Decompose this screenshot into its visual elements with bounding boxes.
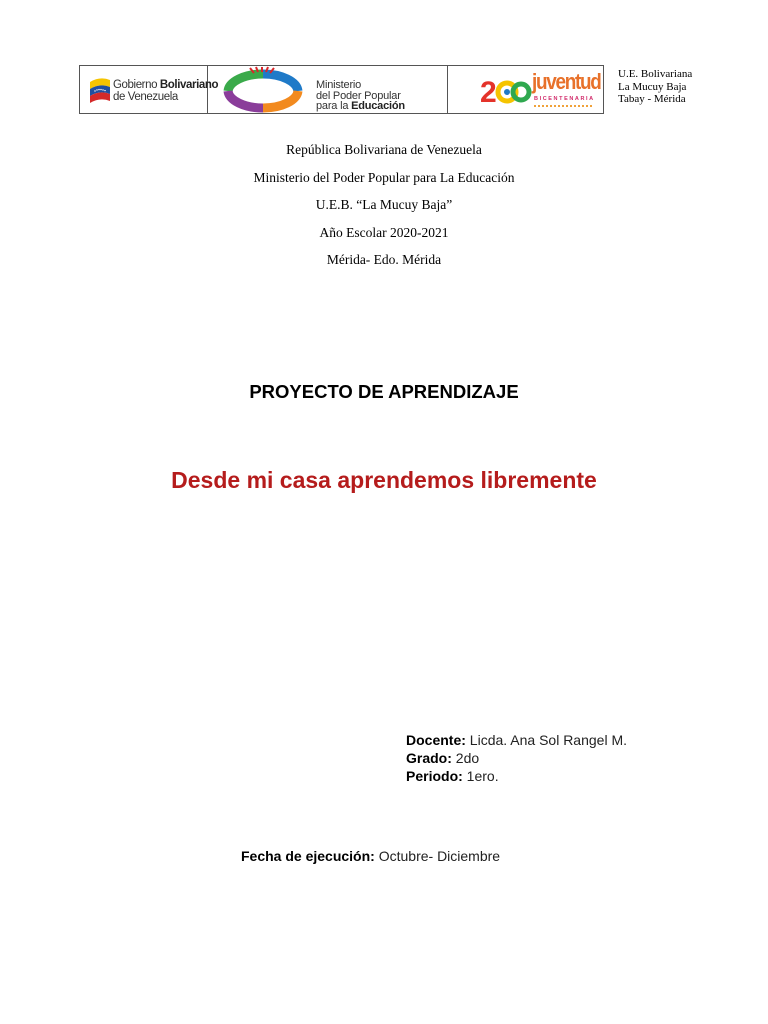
project-name: Desde mi casa aprendemos libremente bbox=[171, 467, 597, 493]
gobierno-line2: de Venezuela bbox=[113, 91, 178, 103]
gobierno-line1-bold: Bolivariano bbox=[159, 79, 219, 91]
institution-line-republic: República Bolivariana de Venezuela bbox=[286, 142, 482, 157]
grado-row bbox=[406, 749, 627, 767]
execution-dates bbox=[241, 847, 500, 865]
institution-line-ministry: Ministerio del Poder Popular para La Educación bbox=[253, 169, 515, 185]
execution-label: Fecha de ejecución: bbox=[241, 848, 375, 864]
header-logo-banner bbox=[79, 65, 604, 114]
gobierno-bolivariano-logo bbox=[80, 66, 219, 113]
execution-value: Octubre- Diciembre bbox=[374, 848, 501, 864]
ministerio-ring-icon bbox=[214, 68, 312, 114]
gobierno-line1-regular: Gobierno bbox=[113, 79, 160, 91]
juventud-bicentenaria-logo bbox=[448, 66, 603, 113]
ministerio-line2: del Poder Popular bbox=[316, 89, 401, 102]
school-address-block bbox=[618, 68, 692, 106]
docente-value: Licda. Ana Sol Rangel M. bbox=[465, 732, 628, 748]
ministerio-logo-text bbox=[316, 80, 405, 112]
periodo-label: Periodo: bbox=[406, 768, 463, 784]
periodo-row bbox=[406, 767, 627, 785]
juventud-dotted-line bbox=[534, 105, 594, 107]
svg-text:2: 2 bbox=[480, 76, 497, 109]
address-line-1: U.E. Bolivariana bbox=[618, 68, 693, 80]
venezuela-flag-icon bbox=[88, 76, 112, 106]
institution-header bbox=[0, 142, 768, 280]
institution-line-school-year: Año Escolar 2020-2021 bbox=[319, 224, 449, 240]
institution-line-location: Mérida- Edo. Mérida bbox=[326, 252, 442, 267]
periodo-value: 1ero. bbox=[462, 768, 499, 784]
docente-label: Docente: bbox=[406, 732, 466, 748]
grado-label: Grado: bbox=[406, 750, 452, 766]
gobierno-logo-text bbox=[113, 79, 218, 103]
teacher-details bbox=[406, 731, 627, 785]
juventud-word: juventud bbox=[532, 69, 601, 94]
docente-row bbox=[406, 731, 627, 749]
grado-value: 2do bbox=[451, 750, 480, 766]
ministerio-line1: Ministerio bbox=[316, 79, 362, 91]
institution-line-school: U.E.B. “La Mucuy Baja” bbox=[315, 197, 453, 212]
ministerio-line3-regular: para la bbox=[316, 100, 352, 112]
ministerio-educacion-logo bbox=[208, 66, 448, 113]
ministerio-line3-bold: Educación bbox=[351, 100, 405, 112]
juventud-200-emblem-icon bbox=[480, 70, 530, 110]
juventud-subtitle: BICENTENARIA bbox=[534, 96, 595, 102]
project-heading: PROYECTO DE APRENDIZAJE bbox=[249, 381, 519, 402]
address-line-3: Tabay - Mérida bbox=[618, 93, 686, 105]
address-line-2: La Mucuy Baja bbox=[618, 80, 687, 93]
